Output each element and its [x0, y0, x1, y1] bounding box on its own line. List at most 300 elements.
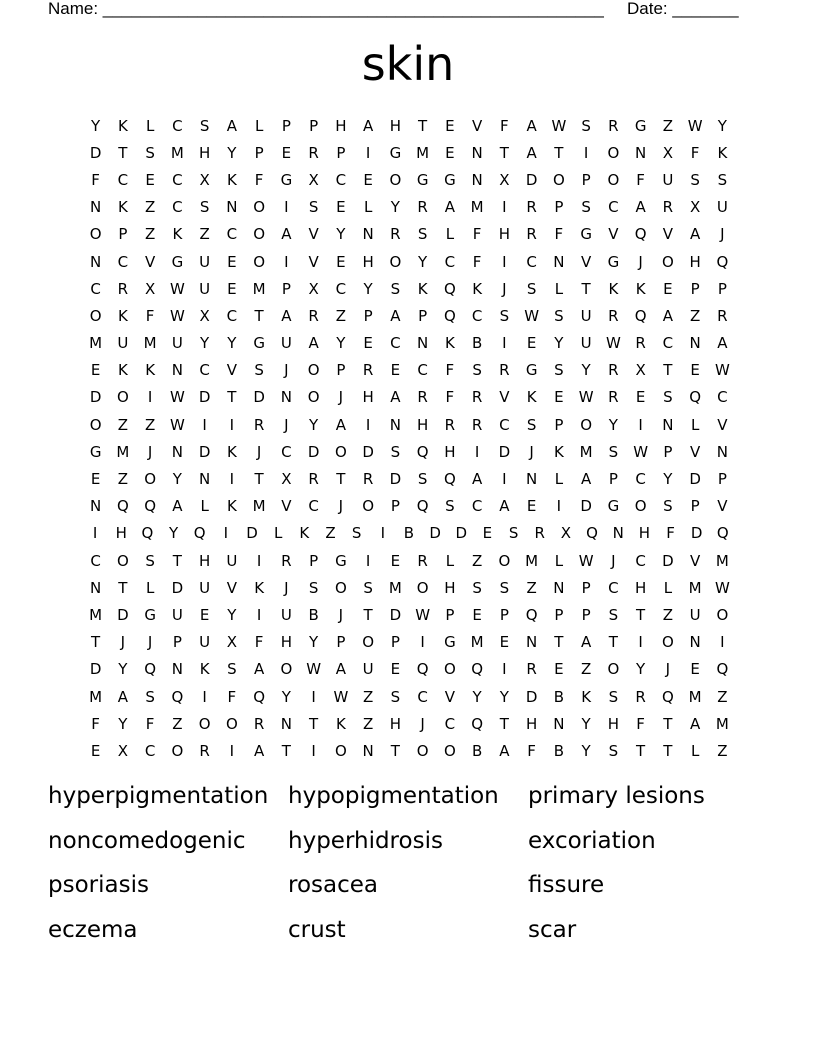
grid-letter: Y [363, 279, 373, 298]
grid-letter: I [229, 470, 235, 489]
grid-letter: W [714, 578, 730, 597]
grid-letter: R [253, 415, 265, 434]
grid-letter: S [390, 687, 401, 706]
grid-letter: I [474, 442, 480, 461]
grid-letter: Z [335, 306, 347, 325]
grid-letter: F [636, 170, 645, 189]
grid-letter: M [388, 578, 402, 597]
grid-letter: F [227, 687, 237, 706]
grid-letter: S [472, 361, 482, 380]
word-bank-item: primary lesions [528, 783, 705, 809]
grid-letter: Q [689, 388, 702, 407]
grid-letter: T [581, 279, 591, 298]
grid-letter: A [362, 116, 374, 135]
grid-letter: W [605, 334, 621, 353]
grid-letter: D [455, 524, 468, 543]
grid-row [82, 139, 736, 166]
grid-letter: Z [144, 415, 156, 434]
grid-letter: J [420, 714, 425, 733]
grid-letter: H [198, 551, 211, 570]
grid-letter: I [556, 497, 562, 516]
grid-letter: E [690, 660, 700, 679]
grid-letter: E [390, 361, 401, 380]
grid-letter: S [308, 578, 319, 597]
grid-row [82, 166, 736, 193]
grid-letter: H [362, 252, 374, 271]
grid-letter: J [338, 388, 344, 407]
grid-letter: V [471, 116, 483, 135]
grid-letter: Q [525, 605, 538, 624]
grid-letter: N [553, 578, 565, 597]
grid-letter: W [714, 361, 730, 380]
grid-letter: O [389, 252, 402, 271]
grid-letter: V [226, 361, 237, 380]
grid-letter: R [444, 415, 456, 434]
grid-letter: K [717, 143, 728, 162]
grid-letter: L [445, 551, 455, 570]
grid-letter: D [307, 442, 320, 461]
grid-letter: E [90, 361, 101, 380]
grid-letter: Z [199, 225, 210, 244]
grid-letter: A [580, 633, 592, 652]
grid-letter: U [199, 633, 211, 652]
grid-letter: T [172, 551, 182, 570]
grid-letter: R [308, 470, 319, 489]
grid-letter: S [663, 497, 673, 516]
grid-letter: Q [141, 524, 154, 543]
grid-letter: G [280, 170, 293, 189]
grid-letter: P [363, 306, 373, 325]
grid-letter: C [90, 279, 101, 298]
grid-letter: N [471, 170, 483, 189]
grid-letter: L [254, 116, 264, 135]
grid-letter: U [171, 334, 183, 353]
grid-letter: Y [472, 687, 482, 706]
grid-letter: O [389, 170, 402, 189]
grid-letter: I [256, 605, 262, 624]
grid-letter: Y [281, 687, 291, 706]
grid-letter: Z [717, 741, 728, 760]
grid-letter: L [363, 198, 373, 217]
grid-letter: S [608, 605, 619, 624]
word-bank-item: hyperhidrosis [288, 827, 443, 854]
grid-row [82, 683, 736, 710]
grid-letter: S [417, 225, 428, 244]
word-bank-item: psoriasis [48, 872, 149, 898]
grid-letter: C [499, 415, 510, 434]
grid-letter: Y [91, 116, 101, 135]
grid-letter: O [580, 415, 593, 434]
word-bank-item: crust [288, 916, 346, 943]
grid-letter: L [554, 551, 564, 570]
grid-letter: Z [117, 415, 129, 434]
grid-letter: Q [116, 497, 129, 516]
grid-letter: D [689, 470, 701, 489]
grid-letter: E [227, 252, 237, 271]
grid-letter: W [578, 388, 594, 407]
grid-letter: Y [336, 225, 346, 244]
grid-letter: S [608, 687, 619, 706]
grid-letter: F [636, 714, 645, 733]
grid-letter: H [115, 524, 127, 543]
grid-letter: T [636, 741, 646, 760]
grid-letter: O [280, 660, 293, 679]
grid-letter: O [171, 741, 184, 760]
grid-letter: Z [144, 225, 156, 244]
grid-letter: F [472, 225, 482, 244]
grid-row [82, 248, 736, 275]
grid-letter: C [281, 442, 292, 461]
grid-letter: C [635, 470, 646, 489]
grid-letter: N [226, 198, 238, 217]
grid-letter: Q [171, 687, 184, 706]
grid-letter: K [117, 306, 128, 325]
grid-letter: V [499, 388, 510, 407]
grid-letter: X [281, 470, 292, 489]
grid-letter: P [717, 470, 727, 489]
page-title: skin [361, 37, 455, 91]
grid-letter: W [687, 116, 703, 135]
grid-letter: R [417, 198, 428, 217]
grid-letter: T [499, 143, 509, 162]
grid-letter: N [471, 143, 483, 162]
grid-letter: C [226, 306, 238, 325]
grid-letter: G [580, 225, 592, 244]
grid-letter: F [554, 225, 564, 244]
grid-letter: N [689, 633, 701, 652]
grid-letter: L [690, 741, 700, 760]
grid-letter: D [498, 442, 511, 461]
grid-letter: V [308, 252, 319, 271]
grid-letter: G [444, 633, 456, 652]
grid-letter: C [635, 551, 646, 570]
grid-letter: O [307, 388, 320, 407]
grid-letter: D [171, 578, 184, 597]
grid-letter: E [363, 170, 373, 189]
grid-letter: R [362, 470, 374, 489]
grid-letter: S [308, 198, 319, 217]
grid-letter: C [390, 334, 401, 353]
grid-letter: C [608, 578, 619, 597]
grid-letter: M [170, 143, 184, 162]
grid-letter: A [226, 116, 237, 135]
grid-letter: M [89, 687, 103, 706]
grid-letter: C [172, 170, 183, 189]
grid-letter: D [429, 524, 441, 543]
grid-letter: M [416, 143, 430, 162]
grid-letter: Y [636, 660, 646, 679]
word-bank [48, 778, 768, 956]
grid-letter: F [254, 633, 264, 652]
grid-row [82, 384, 736, 411]
grid-letter: S [472, 578, 482, 597]
grid-letter: A [281, 306, 292, 325]
grid-letter: Z [362, 687, 374, 706]
grid-letter: M [470, 198, 484, 217]
grid-letter: J [529, 442, 534, 461]
grid-letter: T [390, 741, 400, 760]
grid-letter: M [89, 334, 103, 353]
grid-letter: Y [418, 252, 428, 271]
grid-letter: T [281, 741, 291, 760]
grid-letter: O [416, 578, 429, 597]
grid-letter: J [611, 551, 616, 570]
grid-letter: E [482, 524, 493, 543]
grid-letter: Q [716, 252, 729, 271]
grid-letter: O [334, 442, 347, 461]
grid-letter: G [89, 442, 102, 461]
grid-letter: M [252, 279, 266, 298]
grid-letter: V [717, 497, 728, 516]
grid-letter: B [403, 524, 415, 543]
grid-letter: S [581, 116, 591, 135]
grid-letter: K [526, 388, 537, 407]
grid-letter: W [524, 306, 540, 325]
grid-letter: I [311, 687, 316, 706]
grid-letter: K [254, 578, 265, 597]
grid-letter: U [280, 334, 292, 353]
grid-letter: A [390, 388, 401, 407]
grid-letter: Y [663, 470, 673, 489]
grid-letter: I [311, 741, 316, 760]
grid-letter: S [526, 415, 537, 434]
grid-letter: N [171, 442, 183, 461]
grid-letter: R [281, 551, 292, 570]
grid-letter: U [199, 279, 211, 298]
grid-letter: E [336, 252, 346, 271]
grid-letter: C [526, 252, 537, 271]
grid-letter: X [308, 170, 319, 189]
grid-row [82, 112, 736, 139]
grid-letter: T [254, 306, 264, 325]
grid-letter: S [581, 198, 591, 217]
grid-letter: H [389, 116, 402, 135]
grid-letter: Q [586, 524, 598, 543]
grid-letter: H [416, 415, 429, 434]
grid-letter: U [662, 170, 674, 189]
grid-letter: U [280, 605, 292, 624]
grid-row [82, 357, 736, 384]
grid-letter: I [229, 741, 235, 760]
grid-letter: R [526, 225, 537, 244]
grid-letter: Y [499, 687, 509, 706]
grid-letter: O [661, 633, 674, 652]
grid-letter: S [608, 442, 619, 461]
grid-letter: J [256, 442, 262, 461]
grid-letter: R [526, 660, 537, 679]
grid-letter: K [117, 116, 128, 135]
grid-letter: O [334, 741, 347, 760]
grid-letter: F [145, 306, 155, 325]
grid-letter: R [117, 279, 129, 298]
grid-letter: S [199, 116, 210, 135]
grid-letter: G [607, 252, 620, 271]
grid-letter: R [417, 388, 428, 407]
grid-letter: I [284, 198, 289, 217]
grid-letter: C [226, 225, 238, 244]
grid-letter: Z [689, 306, 701, 325]
grid-letter: R [526, 198, 537, 217]
grid-letter: K [226, 442, 237, 461]
grid-letter: M [525, 551, 539, 570]
grid-letter: Z [172, 714, 183, 733]
grid-letter: R [199, 741, 210, 760]
name-field-label: Name: _____________________________________________________ [48, 0, 604, 18]
grid-letter: D [253, 388, 265, 407]
grid-letter: Q [634, 225, 647, 244]
grid-letter: D [525, 170, 538, 189]
grid-letter: W [551, 116, 567, 135]
grid-letter: C [199, 361, 210, 380]
grid-letter: N [716, 442, 728, 461]
grid-letter: P [690, 279, 700, 298]
grid-letter: H [280, 633, 293, 652]
grid-letter: U [199, 578, 211, 597]
grid-letter: S [145, 551, 155, 570]
grid-letter: L [554, 279, 564, 298]
grid-letter: E [690, 361, 700, 380]
grid-letter: R [717, 306, 728, 325]
grid-letter: Y [118, 714, 128, 733]
grid-row [82, 629, 736, 656]
grid-letter: E [499, 633, 510, 652]
grid-letter: E [90, 741, 101, 760]
grid-letter: P [581, 605, 591, 624]
grid-letter: C [117, 252, 129, 271]
grid-row [82, 302, 736, 329]
grid-letter: N [171, 361, 183, 380]
grid-letter: N [362, 225, 374, 244]
grid-letter: O [607, 143, 620, 162]
grid-letter: U [171, 605, 183, 624]
grid-letter: I [365, 143, 371, 162]
grid-letter: G [634, 116, 647, 135]
grid-letter: H [335, 116, 347, 135]
grid-letter: O [607, 660, 620, 679]
grid-letter: R [608, 306, 619, 325]
grid-letter: A [689, 225, 701, 244]
grid-letter: R [635, 334, 646, 353]
grid-letter: N [90, 198, 102, 217]
grid-letter: G [335, 551, 347, 570]
grid-letter: A [499, 741, 510, 760]
grid-letter: D [362, 442, 374, 461]
grid-letter: K [417, 279, 428, 298]
grid-letter: G [389, 143, 402, 162]
grid-letter: A [253, 741, 265, 760]
grid-letter: O [416, 741, 429, 760]
grid-letter: I [583, 143, 589, 162]
grid-letter: C [444, 714, 456, 733]
grid-letter: Z [662, 116, 674, 135]
grid-letter: I [720, 633, 725, 652]
grid-letter: C [608, 198, 619, 217]
grid-letter: C [308, 497, 319, 516]
grid-letter: U [716, 198, 728, 217]
grid-letter: D [389, 470, 402, 489]
grid-letter: N [171, 660, 183, 679]
grid-letter: C [335, 170, 347, 189]
grid-letter: K [226, 170, 237, 189]
grid-letter: H [638, 524, 650, 543]
grid-letter: E [281, 143, 292, 162]
grid-letter: W [415, 605, 431, 624]
grid-letter: K [145, 361, 156, 380]
grid-letter: R [635, 687, 646, 706]
grid-letter: D [580, 497, 592, 516]
grid-row [82, 656, 736, 683]
grid-letter: P [309, 116, 319, 135]
grid-letter: R [608, 361, 619, 380]
grid-letter: T [309, 714, 319, 733]
grid-letter: N [526, 633, 538, 652]
grid-letter: M [470, 633, 484, 652]
grid-letter: P [581, 170, 591, 189]
grid-letter: V [308, 225, 319, 244]
word-bank-item: noncomedogenic [48, 827, 246, 854]
grid-letter: J [147, 633, 153, 652]
grid-letter: S [526, 279, 537, 298]
grid-letter: T [499, 714, 509, 733]
grid-letter: J [338, 605, 344, 624]
grid-letter: Q [144, 660, 157, 679]
grid-letter: A [117, 687, 128, 706]
grid-letter: U [580, 306, 592, 325]
grid-letter: C [417, 361, 428, 380]
grid-letter: J [284, 578, 289, 597]
grid-letter: C [662, 334, 674, 353]
grid-letter: L [145, 578, 155, 597]
grid-letter: X [560, 524, 572, 543]
grid-letter: R [608, 388, 619, 407]
grid-letter: R [608, 116, 619, 135]
grid-letter: G [171, 252, 184, 271]
grid-letter: Z [144, 198, 156, 217]
grid-letter: R [417, 551, 428, 570]
grid-letter: I [502, 334, 507, 353]
grid-letter: K [635, 279, 646, 298]
letter-grid [82, 112, 736, 765]
grid-letter: P [554, 605, 564, 624]
date-field-label: Date: _______ [627, 0, 739, 18]
grid-letter: E [526, 497, 537, 516]
grid-letter: J [147, 442, 153, 461]
grid-letter: S [445, 497, 455, 516]
grid-letter: Z [325, 524, 336, 543]
grid-letter: N [526, 470, 538, 489]
grid-letter: R [499, 361, 510, 380]
grid-letter: N [90, 252, 102, 271]
grid-letter: S [390, 279, 401, 298]
grid-letter: I [502, 660, 507, 679]
grid-letter: A [253, 660, 265, 679]
grid-letter: Y [581, 741, 591, 760]
grid-letter: F [91, 714, 100, 733]
grid-letter: W [169, 306, 185, 325]
grid-letter: W [169, 279, 185, 298]
grid-letter: E [663, 279, 673, 298]
grid-letter: K [117, 198, 128, 217]
grid-letter: K [553, 442, 564, 461]
grid-letter: V [580, 252, 592, 271]
grid-letter: O [116, 388, 129, 407]
grid-letter: W [578, 551, 594, 570]
grid-letter: O [198, 714, 211, 733]
grid-letter: C [117, 170, 129, 189]
grid-letter: I [284, 252, 289, 271]
grid-letter: K [472, 279, 483, 298]
grid-letter: W [333, 687, 349, 706]
